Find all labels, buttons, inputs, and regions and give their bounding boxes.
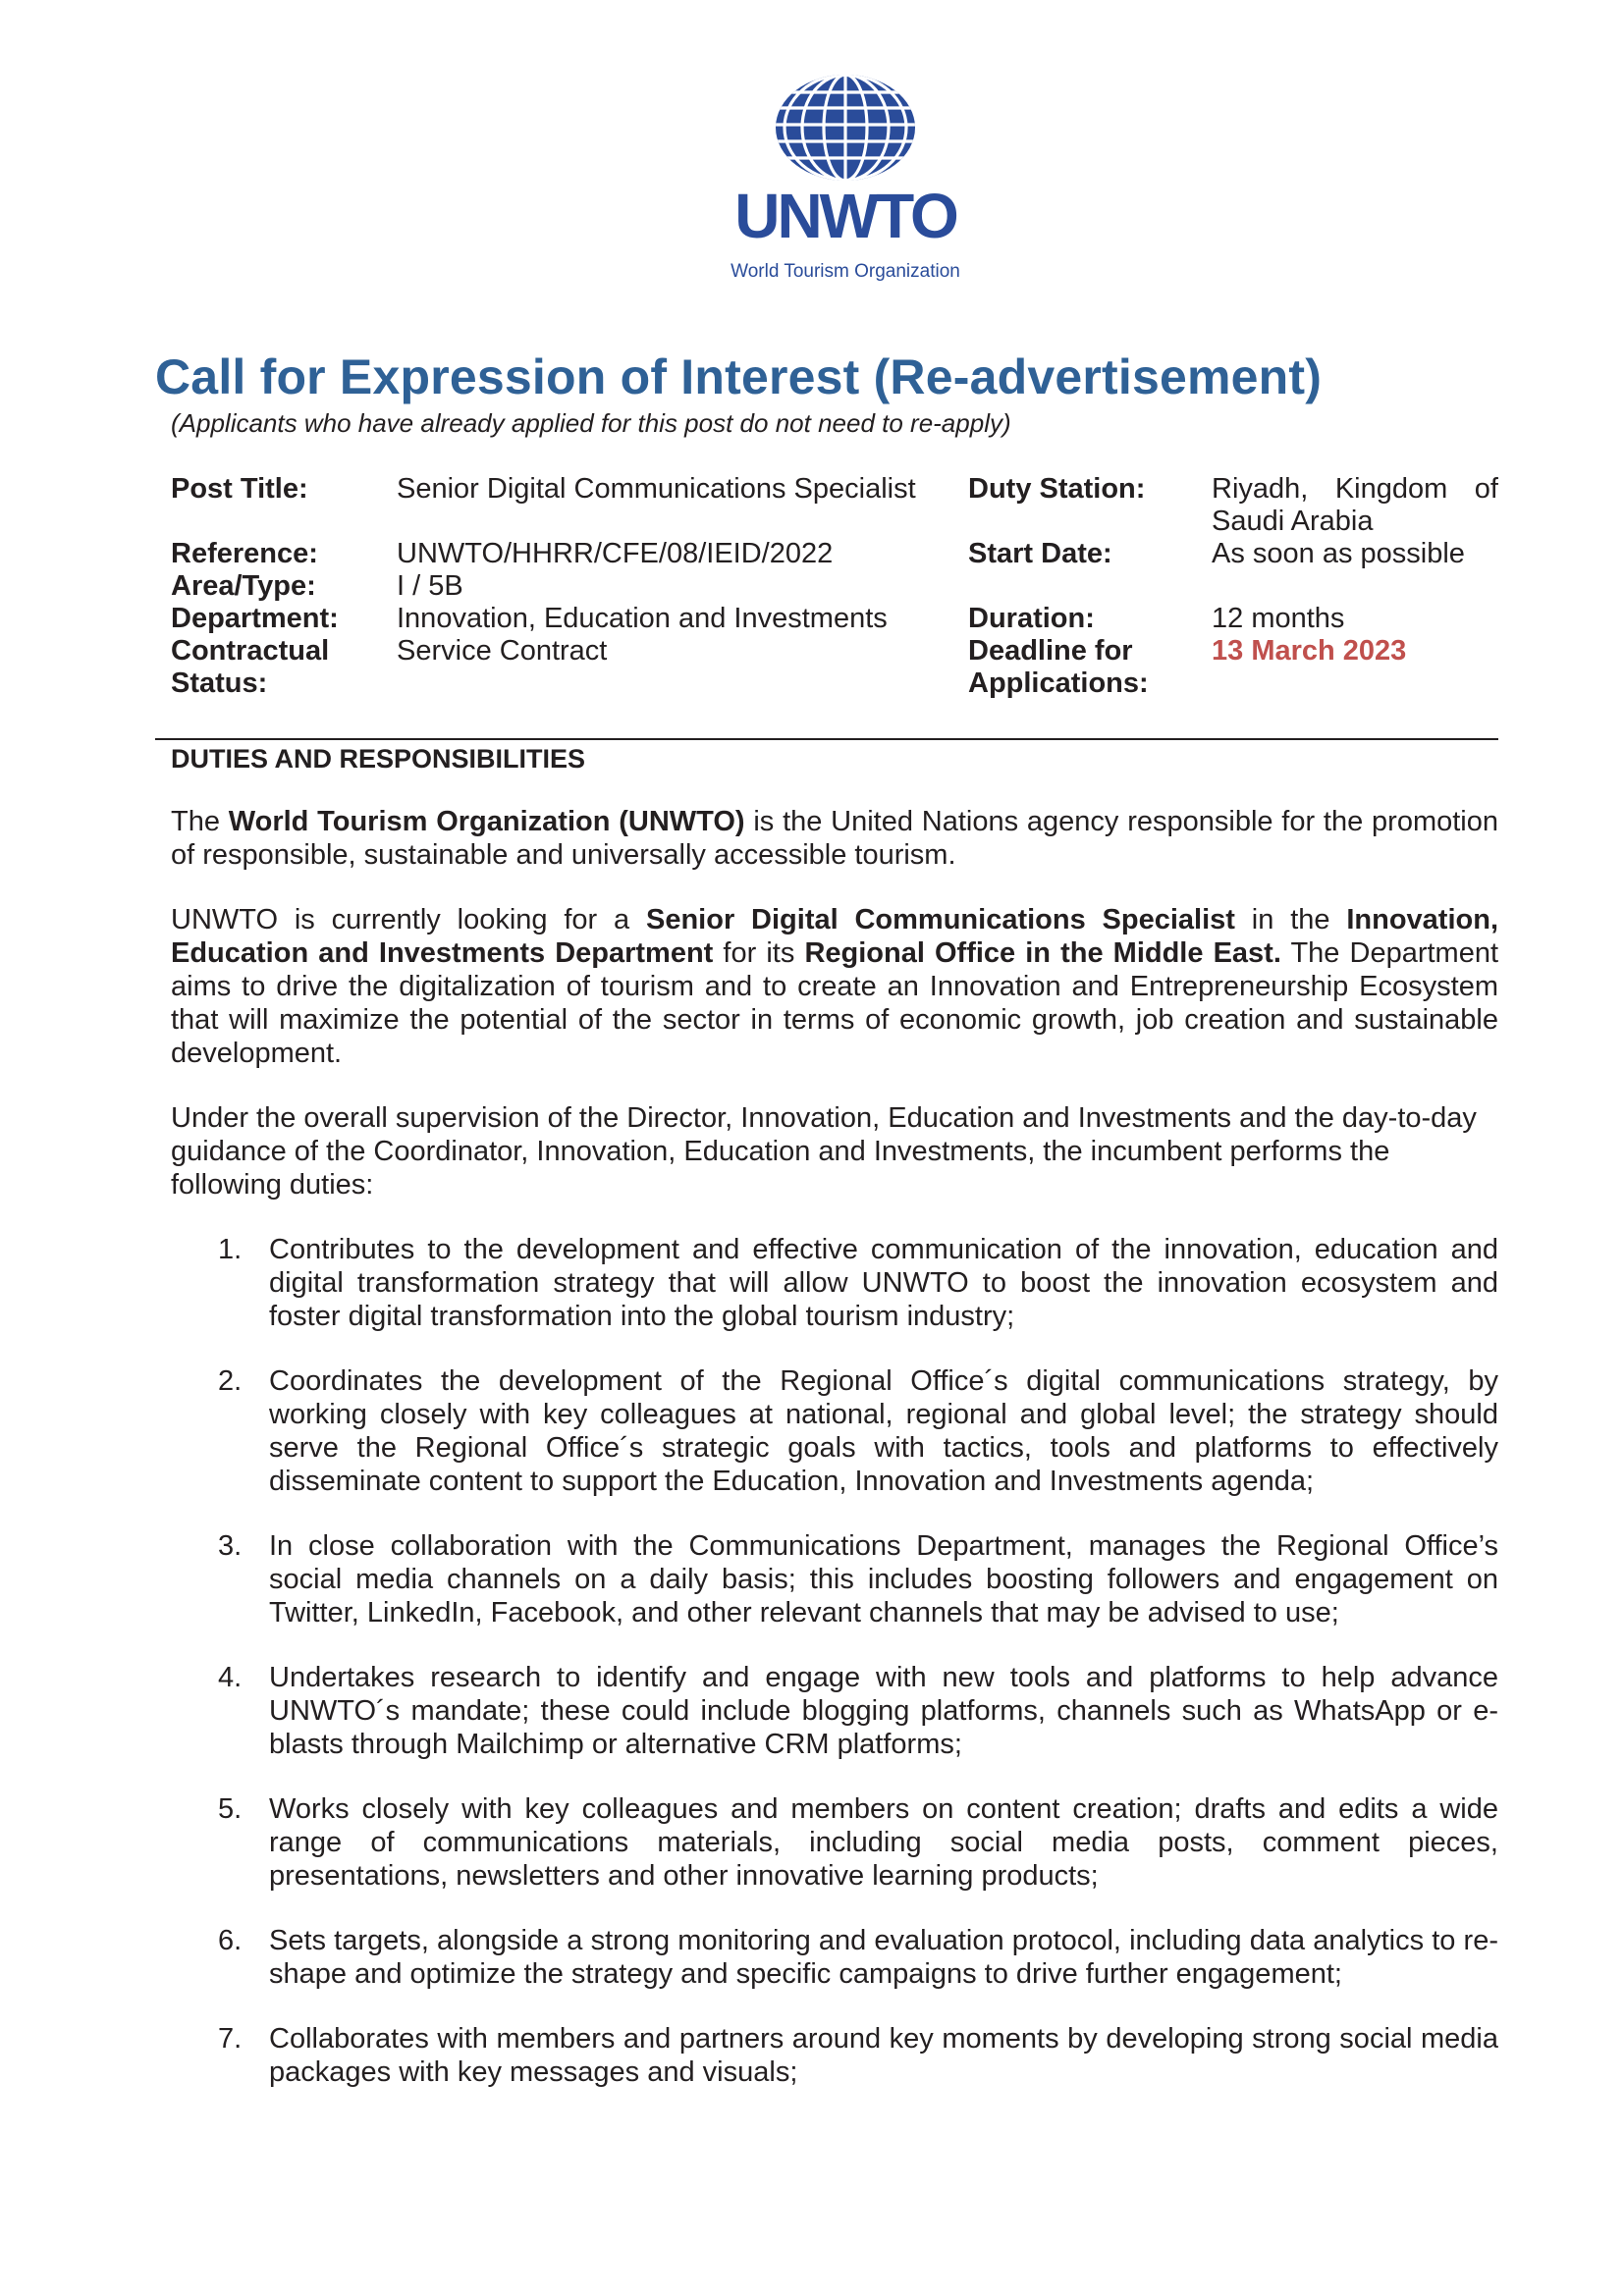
logo-org-name: World Tourism Organization — [731, 261, 960, 282]
position-text-e: for its — [713, 937, 805, 969]
position-title-bold: Senior Digital Communications Specialist — [645, 904, 1235, 935]
deadline-label — [968, 635, 1214, 700]
intro-paragraph — [171, 805, 1498, 872]
post-title-label: Post Title: — [171, 473, 308, 505]
duty-station-line1: Riyadh, Kingdom of — [1212, 473, 1498, 505]
deadline-label-line1: Deadline for — [968, 635, 1133, 667]
post-info-table — [171, 473, 1498, 719]
list-item-text: Undertakes research to identify and engage with new tools and platforms to help advance UNWTO´s mandate; these could include blogging platforms, channels such as WhatsApp or e-blasts through Mailchimp or alternative CRM platforms; — [269, 1662, 1498, 1760]
contractual-label-line1: Contractual — [171, 635, 330, 667]
list-item — [171, 2022, 1498, 2089]
list-item-number: 7. — [218, 2023, 243, 2055]
list-item-text: Contributes to the development and effective communication of the innovation, education and digital transformation strategy that will allow UNWTO to boost the innovation ecosystem and foster digital transformation into the global tourism industry; — [269, 1234, 1498, 1332]
department-label: Department: — [171, 603, 339, 634]
list-item-number: 3. — [218, 1530, 243, 1562]
position-department-bold: Innovation, Education and Investments Department — [171, 904, 1499, 969]
duration-value: 12 months — [1212, 603, 1345, 634]
area-type-value: I / 5B — [397, 570, 463, 602]
start-date-value: As soon as possible — [1212, 538, 1465, 569]
area-type-label: Area/Type: — [171, 570, 316, 602]
list-item-text: Works closely with key colleagues and members on content creation; drafts and edits a wide range of communications materials, including social media posts, comment pieces, presentations, newsletters and other innovative learning products; — [269, 1793, 1498, 1892]
list-item-number: 5. — [218, 1793, 243, 1825]
section-heading: DUTIES AND RESPONSIBILITIES — [171, 744, 586, 774]
list-item — [171, 1529, 1498, 1629]
section-divider — [155, 738, 1498, 740]
position-office-bold: Regional Office in the Middle East. — [804, 937, 1281, 969]
page-title: Call for Expression of Interest (Re-advertisement) — [155, 349, 1323, 404]
duration-label: Duration: — [968, 603, 1095, 634]
list-item — [171, 1364, 1498, 1498]
position-text-c: in the — [1234, 904, 1347, 935]
start-date-label: Start Date: — [968, 538, 1112, 569]
list-item-number: 2. — [218, 1365, 243, 1397]
contractual-label-line2: Status: — [171, 667, 268, 699]
intro-text-a: The — [171, 806, 229, 837]
list-item — [171, 1792, 1498, 1893]
supervision-paragraph: Under the overall supervision of the Director, Innovation, Education and Investments and the day-to-day guidance of the Coordinator, Innovation, Education and Investments, the incumbent performs the following duties: — [171, 1102, 1477, 1201]
list-item-text: In close collaboration with the Communications Department, manages the Regional Office’s social media channels on a daily basis; this includes boosting followers and engagement on Twitter, LinkedIn, Facebook, and other relevant channels that may be advised to use; — [269, 1530, 1498, 1629]
list-item-text: Sets targets, alongside a strong monitoring and evaluation protocol, including data analytics to re-shape and optimize the strategy and specific campaigns to drive further engagement; — [269, 1925, 1498, 1990]
list-item — [171, 1233, 1498, 1333]
reference-value: UNWTO/HHRR/CFE/08/IEID/2022 — [397, 538, 834, 569]
contractual-status-value: Service Contract — [397, 635, 608, 667]
reference-label: Reference: — [171, 538, 318, 569]
page-subtitle: (Applicants who have already applied for this post do not need to re-apply) — [171, 408, 1011, 438]
duty-station-label: Duty Station: — [968, 473, 1146, 505]
list-item-number: 6. — [218, 1925, 243, 1956]
list-item-number: 4. — [218, 1662, 243, 1693]
intro-text-c: is the United Nations agency responsible for the promotion of responsible, sustainable and universally accessible tourism. — [171, 806, 1498, 871]
list-item — [171, 1924, 1498, 1991]
list-item — [171, 1661, 1498, 1761]
duties-list — [171, 1233, 1498, 2120]
position-paragraph — [171, 903, 1498, 1070]
duty-station-line2: Saudi Arabia — [1212, 506, 1374, 537]
list-item-number: 1. — [218, 1234, 243, 1265]
intro-org-name: World Tourism Organization (UNWTO) — [228, 806, 745, 837]
position-text-a: UNWTO is currently looking for a — [171, 904, 646, 935]
deadline-label-line2: Applications: — [968, 667, 1149, 699]
post-title-value: Senior Digital Communications Specialist — [397, 473, 916, 505]
department-value: Innovation, Education and Investments — [397, 603, 888, 634]
deadline-value: 13 March 2023 — [1212, 635, 1407, 667]
contractual-status-label — [171, 635, 387, 700]
list-item-text: Coordinates the development of the Regional Office´s digital communications strategy, by working closely with key colleagues at national, regional and global level; the strategy should serve the Regional Office´s strategic goals with tactics, tools and platforms to effectively disseminate content to support the Education, Innovation and Investments agenda; — [269, 1365, 1498, 1497]
duty-station-value — [1212, 473, 1498, 538]
list-item-text: Collaborates with members and partners around key moments by developing strong social media packages with key messages and visuals; — [269, 2023, 1498, 2088]
globe-icon — [717, 71, 982, 296]
unwto-logo — [717, 71, 982, 296]
logo-wordmark: UNWTO — [734, 181, 956, 251]
position-text-g: The Department aims to drive the digitalization of tourism and to create an Innovation and Entrepreneurship Ecosystem that will maximize the potential of the sector in terms of economic growth, job creation and sustainable development. — [171, 937, 1499, 1069]
